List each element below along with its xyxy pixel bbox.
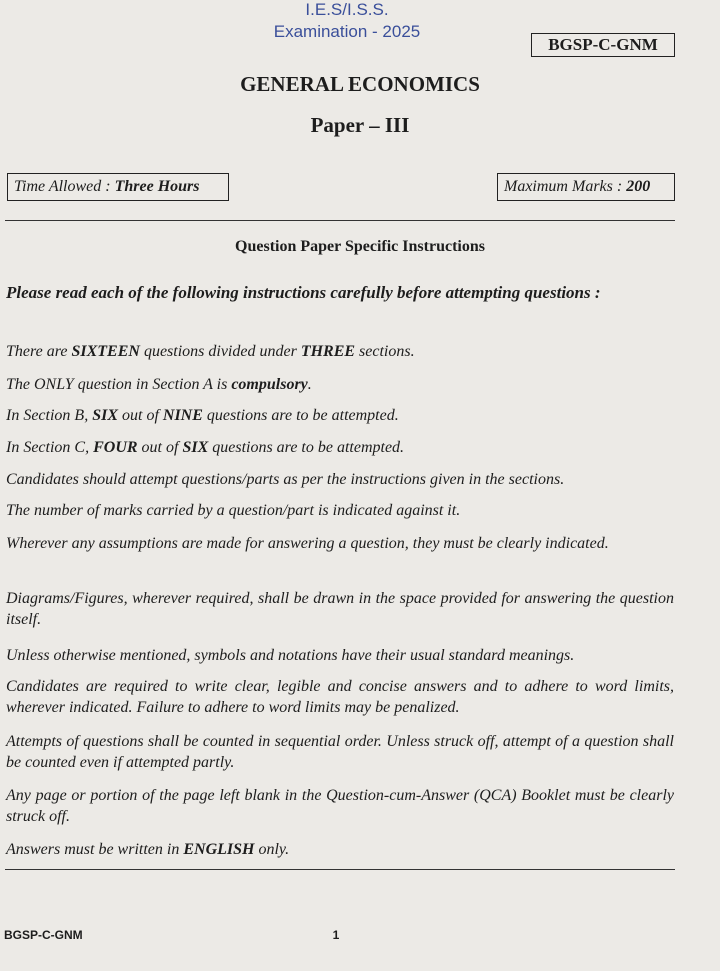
exam-stamp-line2: Examination - 2025 <box>273 22 421 41</box>
instruction-text: Answers must be written in <box>6 841 184 858</box>
instruction-emphasis: ENGLISH <box>183 841 255 858</box>
instruction-item: Any page or portion of the page left blank in the Question-cum-Answer (QCA) Booklet must be clearly struck off. <box>6 787 674 825</box>
exam-stamp-line1: I.E.S/I.S.S. <box>305 0 389 19</box>
instructions-heading: Question Paper Specific Instructions <box>235 238 485 255</box>
instruction-text: out of <box>137 439 183 456</box>
page-number: 1 <box>332 928 340 942</box>
instruction-emphasis: THREE <box>300 343 356 360</box>
footer-paper-code: BGSP-C-GNM <box>4 928 83 942</box>
paper-code-box: BGSP-C-GNM <box>531 33 675 57</box>
instruction-emphasis: SIX <box>92 407 118 424</box>
time-allowed-value: Three Hours <box>114 178 200 195</box>
instruction-emphasis: SIXTEEN <box>71 343 140 360</box>
instruction-item <box>6 839 674 860</box>
instruction-item <box>6 341 674 362</box>
instruction-text: The ONLY question in Section A is <box>6 376 232 393</box>
instruction-text: out of <box>118 407 163 424</box>
instruction-text: only. <box>254 841 290 858</box>
instruction-text: questions are to be attempted. <box>202 407 399 424</box>
instruction-emphasis: FOUR <box>93 439 138 456</box>
instruction-item: Attempts of questions shall be counted in sequential order. Unless struck off, attempt of a question shall be counted even if attempted partly. <box>6 733 674 771</box>
instruction-item: Candidates are required to write clear, legible and concise answers and to adhere to word limits, wherever indicated. Failure to adhere to word limits may be penalized. <box>6 678 674 716</box>
maximum-marks-box <box>497 173 675 201</box>
instruction-emphasis: compulsory <box>231 376 308 393</box>
instruction-emphasis: NINE <box>162 407 203 424</box>
instruction-text: In Section C, <box>6 439 94 456</box>
instruction-text: questions divided under <box>139 343 301 360</box>
subject-title: GENERAL ECONOMICS <box>240 72 480 96</box>
maximum-marks-label: Maximum Marks : <box>504 178 627 195</box>
time-allowed-label: Time Allowed : <box>14 178 115 195</box>
paper-number: Paper – III <box>310 113 410 137</box>
instruction-item: The number of marks carried by a question/part is indicated against it. <box>6 502 461 519</box>
instructions-lead: Please read each of the following instructions carefully before attempting questions : <box>6 283 601 302</box>
top-divider <box>5 220 675 221</box>
instruction-text: . <box>307 376 312 393</box>
instruction-text: In Section B, <box>6 407 93 424</box>
instruction-item: Wherever any assumptions are made for answering a question, they must be clearly indicated. <box>6 535 609 552</box>
instruction-emphasis: SIX <box>182 439 209 456</box>
instruction-item: Diagrams/Figures, wherever required, shall be drawn in the space provided for answering the question itself. <box>6 590 674 628</box>
instruction-item <box>6 374 674 395</box>
maximum-marks-value: 200 <box>626 178 651 195</box>
instruction-text: There are <box>6 343 72 360</box>
instruction-item <box>6 437 674 458</box>
instruction-text: questions are to be attempted. <box>208 439 405 456</box>
time-allowed-box <box>7 173 229 201</box>
instruction-item: Unless otherwise mentioned, symbols and notations have their usual standard meanings. <box>6 647 575 664</box>
instruction-text: sections. <box>355 343 415 360</box>
instruction-item: Candidates should attempt questions/parts as per the instructions given in the sections. <box>6 471 565 488</box>
bottom-divider <box>5 869 675 870</box>
instruction-item <box>6 405 674 426</box>
